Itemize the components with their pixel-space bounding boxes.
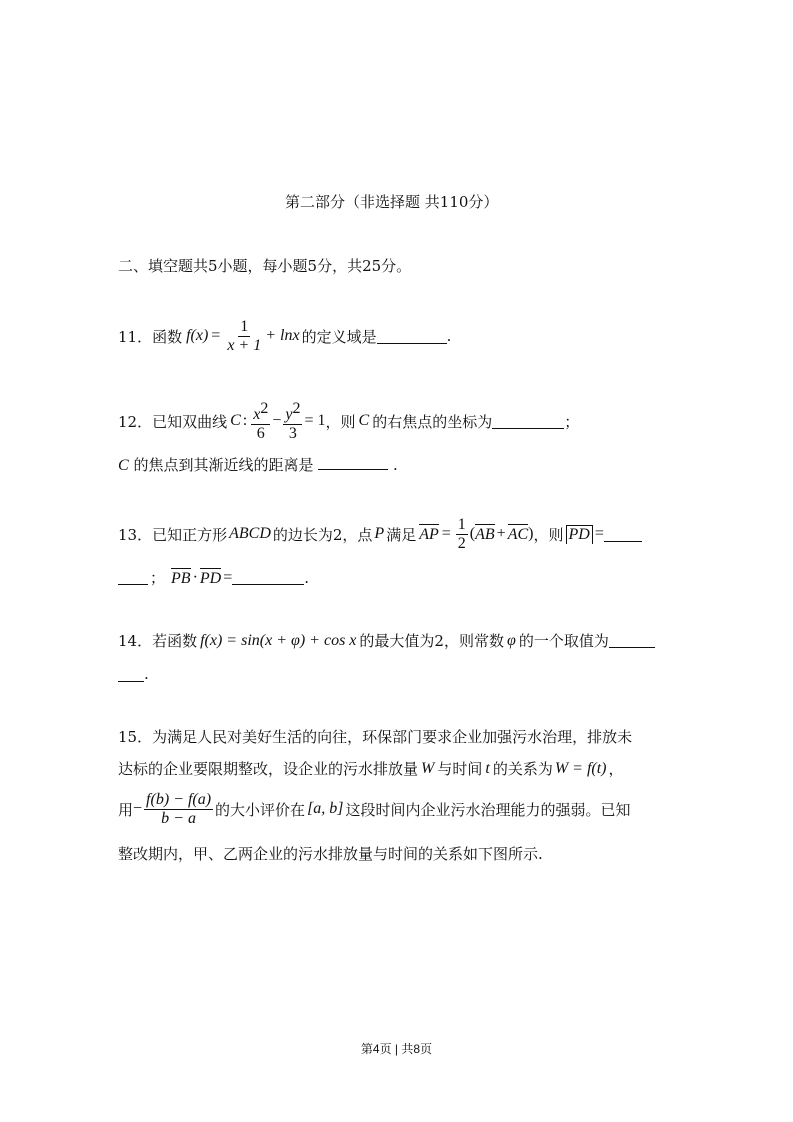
q13-p: P <box>374 525 385 542</box>
q14-expression: f(x) = sin(x + φ) + cos x <box>200 631 357 649</box>
q12-end: ； <box>564 412 580 431</box>
question-13 <box>118 512 642 556</box>
q13-answer-blank-1b[interactable] <box>118 570 148 585</box>
q13-vector-ap: AP <box>419 526 439 543</box>
section-heading: 二、填空题共5小题，每小题5分，共25分。 <box>118 257 412 275</box>
q14-phi: φ <box>506 631 516 649</box>
q13-vector-pb: PB <box>171 569 191 587</box>
q15-line3-b: 的大小评价在 <box>215 800 306 819</box>
q13-prefix: 13．已知正方形 <box>118 525 228 544</box>
q15-minus: − <box>133 800 143 817</box>
q12-answer-blank-2[interactable] <box>318 455 388 470</box>
q12-fraction-y <box>283 400 302 443</box>
question-13-line-2 <box>118 567 309 588</box>
q12-c: C <box>230 412 241 429</box>
q11-fraction <box>225 318 263 355</box>
q13-paren-open: ( <box>469 525 476 542</box>
q11-suffix: 的定义域是 <box>301 327 377 346</box>
q12-numerator-y: $y^2$ <box>285 399 301 423</box>
q13-numerator: 1 <box>457 515 466 533</box>
q12-fraction-x <box>251 400 270 443</box>
q15-w: W <box>421 759 435 777</box>
q13-eq3: = <box>223 568 233 586</box>
q12-numerator-x: $x^2$ <box>253 399 269 423</box>
q11-numerator: 1 <box>240 317 249 335</box>
question-14 <box>118 630 655 651</box>
q15-interval: [a, b] <box>307 800 344 817</box>
q14-end: . <box>144 665 149 683</box>
q12-colon: : <box>242 412 248 429</box>
q13-end: . <box>304 568 310 587</box>
q13-vector-ab: AB <box>475 526 495 543</box>
q15-numerator: f(b) − f(a) <box>146 790 212 808</box>
q15-line3-a: 用 <box>118 800 134 819</box>
q13-sep: ； <box>150 569 166 587</box>
q15-line2-c: 的关系为 <box>492 760 553 778</box>
q11-lnx: + lnx <box>265 327 300 344</box>
q13-vector-pd: PD <box>199 569 222 587</box>
q12-line2-c: C <box>118 457 129 474</box>
q13-vector-pd-abs: PD <box>566 525 593 544</box>
q12-prefix: 12．已知双曲线 <box>118 412 228 431</box>
question-12-line-2 <box>118 454 398 475</box>
q13-plus: + <box>496 525 506 542</box>
q15-line-1: 15．为满足人民对美好生活的向往，环保部门要求企业加强污水治理，排放未 <box>118 728 633 746</box>
q12-line2-end: . <box>393 456 398 474</box>
q11-answer-blank[interactable] <box>377 329 447 344</box>
q12-line2-text: 的焦点到其渐近线的距离是 <box>133 456 314 474</box>
q12-c2: C <box>358 412 370 429</box>
q15-line2-b: 与时间 <box>437 760 483 778</box>
q12-mid2: 的右焦点的坐标为 <box>372 412 493 431</box>
q12-minus: − <box>272 412 282 429</box>
q13-vector-ac: AC <box>507 526 529 543</box>
q13-fraction-half <box>456 516 468 553</box>
q11-denominator: x + 1 <box>227 336 262 354</box>
q12-denominator-6: 6 <box>256 424 265 442</box>
q14-answer-blank-a[interactable] <box>609 633 655 648</box>
q11-eq: = <box>211 327 221 344</box>
q12-eq: = 1 <box>304 412 326 429</box>
q15-line-2 <box>118 758 624 779</box>
q12-answer-blank-1[interactable] <box>492 414 564 429</box>
q15-denominator: b − a <box>161 809 196 827</box>
q14-prefix: 14．若函数 <box>118 632 198 650</box>
q12-denominator-3: 3 <box>288 424 297 442</box>
q13-eq2: = <box>594 525 604 542</box>
q11-fx: f(x) <box>186 327 209 344</box>
q15-t: t <box>485 759 490 777</box>
q11-end: . <box>446 327 452 345</box>
q15-fraction <box>144 791 213 828</box>
q13-mid2: 满足 <box>386 525 417 544</box>
q13-answer-blank-2[interactable] <box>232 570 304 585</box>
q13-answer-blank-1a[interactable] <box>604 527 642 542</box>
q15-line2-a: 达标的企业要限期整改，设企业的污水排放量 <box>118 760 419 778</box>
section-title: 第二部分（非选择题 共110分） <box>285 193 499 211</box>
q14-mid: 的最大值为2，则常数 <box>359 632 504 650</box>
q13-mid1: 的边长为2，点 <box>272 525 373 544</box>
q15-line-4: 整改期内，甲、乙两企业的污水排放量与时间的关系如下图所示. <box>118 845 543 863</box>
q13-eq: = <box>441 525 451 542</box>
question-12 <box>118 398 579 444</box>
q15-w-ft: W = f(t) <box>554 759 607 777</box>
q13-paren-close: ) <box>528 525 534 542</box>
q13-denominator: 2 <box>457 534 466 552</box>
page-footer: 第4页 | 共8页 <box>360 1042 433 1056</box>
q14-suffix: 的一个取值为 <box>518 632 609 650</box>
question-14-line-2 <box>118 665 149 683</box>
q15-line2-d: ， <box>608 760 624 778</box>
q15-line3-c: 这段时间内企业污水治理能力的强弱。已知 <box>345 800 631 819</box>
q13-dot: · <box>192 568 198 586</box>
q12-mid: ，则 <box>325 412 356 431</box>
q11-prefix: 11．函数 <box>118 327 183 346</box>
q15-line-3 <box>118 786 631 832</box>
q13-mid3: ，则 <box>533 525 564 544</box>
question-11 <box>118 314 451 358</box>
q13-abcd: ABCD <box>229 525 271 542</box>
q14-answer-blank-b[interactable] <box>118 667 144 682</box>
